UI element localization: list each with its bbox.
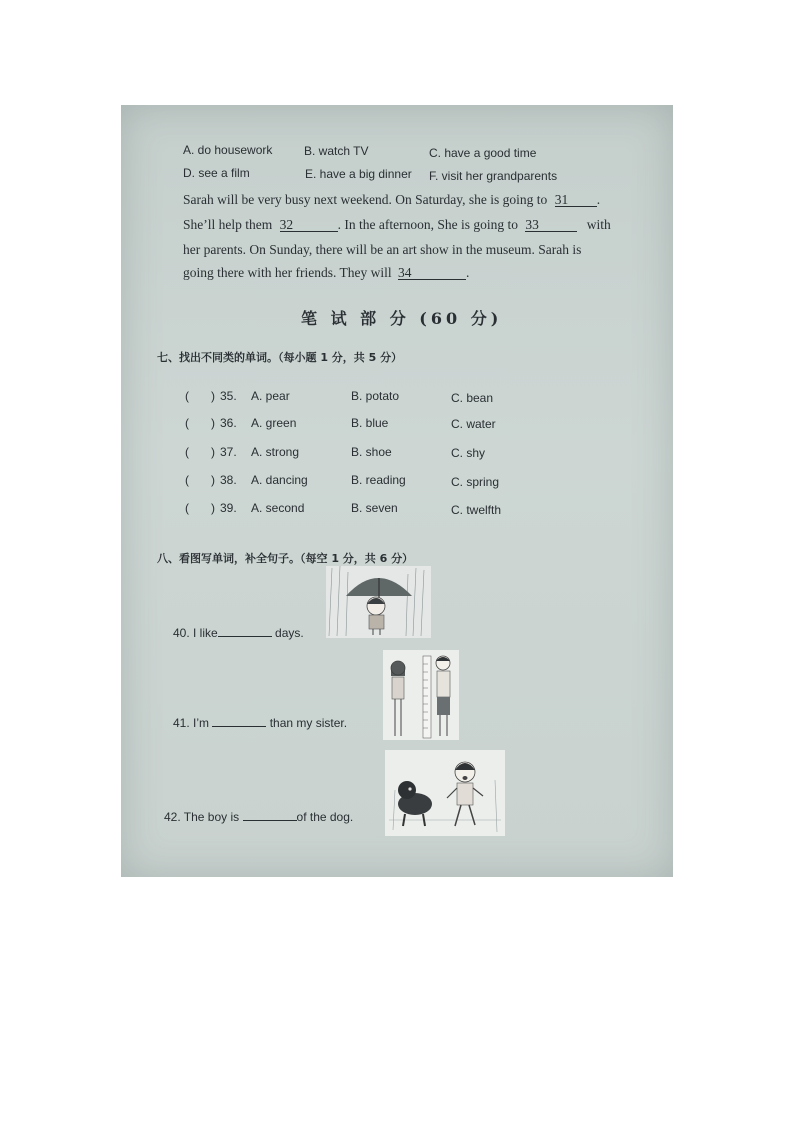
option-c: C. have a good time	[429, 146, 537, 160]
rainy-girl-drawing	[326, 566, 431, 638]
blank-33: 33	[525, 218, 577, 232]
question-42: 42. The boy is of the dog.	[164, 810, 354, 824]
blank-31: 31	[555, 193, 597, 207]
question-41: 41. I’m than my sister.	[173, 716, 348, 730]
option-d: D. see a film	[183, 166, 250, 180]
exam-photo: A. do housework B. watch TV C. have a good time D. see a film E. have a big dinner F. visit her grandparents Sarah will be very busy next weekend. On Saturday, she is going to 31 . She’ll help them 32 . In the afternoon, She is going to 33 with her parents. On Sunday, there will be an art show in the museum. Sarah is going there with her friends. They will 34 . 笔 试 部 分 (60 分) 七、找出不同类的单词。（每小题 1 分，共 5 分） ( ) 35. A. pear B. potato C. bean ( ) 36. A. green B. blue C. water ( ) 37. A. strong B. shoe C. shy ( ) 38. A. dancing B. reading C. spring ( ) 39. A. second B. seven C. twelfth 八、看图写单词，补全句子。（每空 1 分，共 6 分） 40. I like days. 41. I’m than my sister. 42. The boy is of the dog.	[121, 105, 673, 877]
option-f: F. visit her grandparents	[429, 169, 558, 183]
option-a: A. do housework	[183, 143, 273, 157]
blank-32: 32	[280, 218, 338, 232]
blank-34: 34	[398, 266, 466, 280]
dog-chase-picture	[385, 750, 505, 836]
blank-41[interactable]	[212, 726, 266, 727]
passage-line-4: going there with her friends. They will 34 .	[183, 265, 470, 280]
blank-40[interactable]	[218, 636, 272, 637]
section-7-title: 七、找出不同类的单词。（每小题 1 分，共 5 分）	[157, 351, 403, 364]
passage-line-1: Sarah will be very busy next weekend. On Saturday, she is going to 31 .	[183, 192, 601, 207]
written-part-title: 笔 试 部 分 (60 分)	[301, 309, 503, 328]
question-40: 40. I like days.	[173, 626, 304, 640]
option-e: E. have a big dinner	[305, 167, 412, 181]
dog-chase-drawing	[385, 750, 505, 836]
section-8-title: 八、看图写单词，补全句子。（每空 1 分，共 6 分）	[157, 552, 414, 565]
passage-line-2: She’ll help them 32 . In the afternoon, She is going to 33 with	[183, 217, 611, 232]
option-b: B. watch TV	[304, 144, 369, 158]
blank-42[interactable]	[243, 820, 297, 821]
rainy-girl-picture	[326, 566, 431, 638]
passage-line-3: her parents. On Sunday, there will be an art show in the museum. Sarah is	[183, 242, 582, 257]
height-compare-picture	[383, 650, 459, 740]
height-compare-drawing	[383, 650, 459, 740]
